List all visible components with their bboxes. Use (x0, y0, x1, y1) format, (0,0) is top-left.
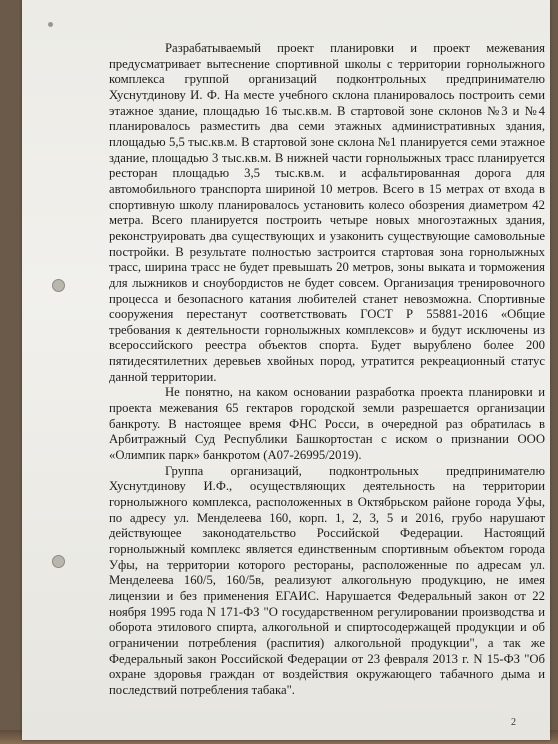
document-body (109, 41, 545, 699)
page-speck (48, 22, 53, 27)
punch-hole-top (52, 279, 65, 292)
page-number: 2 (511, 717, 516, 728)
paragraph-project-description: Разрабатываемый проект планировки и проект межевания предусматривает вытеснение спортивной школы с территории горнолыжного комплекса группой организаций подконтрольных предпринимателю Хуснутдинову И. Ф. На месте учебного склона планировалось построить семи этажное здание, площадью 16 тыс.кв.м. В стартовой зоне склонов №3 и №4 планировалось разместить два семи этажных административных здания, площадью 5,5 тыс.кв.м. В стартовой зоне склона №1 планируется семи этажное здание, площадью 3 тыс.кв.м. В нижней части горнолыжных трасс планируется ресторан площадью 3,5 тыс.кв.м. и асфальтированная дорога для автомобильного транспорта шириной 10 метров. Всего в 15 метрах от входа в спортивную школу планировалось установить колесо обозрения диаметром 42 метра. Всего планируется построить четыре новых многоэтажных здания, реконструировать два существующих и узаконить существующие самовольные постройки. В результате полностью застроится стартовая зона горнолыжных трасс, ширина трасс не будет превышать 20 метров, зоны выката и торможения для лыжников и сноубордистов не будет совсем. Организация тренировочного процесса и безопасного катания любителей станет невозможна. Спортивные сооружения перестанут соответствовать ГОСТ Р 55881-2016 «Общие требования к деятельности горнолыжных комплексов» и будут исключены из всероссийского реестра объектов спорта. Будет вырублено более 200 пятидесятилетних деревьев хвойных пород, утратится рекреационный статус данной территории. (109, 41, 545, 384)
paragraph-bankruptcy: Не понятно, на каком основании разработка проекта планировки и проекта межевания 65 гектаров городской земли разрешается организации банкроту. В настоящее время ФНС Росси, в очередной раз обратилась в Арбитражный Суд Республики Башкортостан с иском о признании ООО «Олимпик парк» банкротом (А07-26995/2019). (109, 385, 545, 463)
document-page (22, 0, 550, 740)
punch-hole-bottom (52, 555, 65, 568)
paragraph-violations: Группа организаций, подконтрольных предпринимателю Хуснутдинову И.Ф., осуществляющих деятельность на территории горнолыжного комплекса, расположенных в Октябрьском районе города Уфы, по адресу ул. Менделеева 160, корп. 1, 2, 3, 5 и 2016, грубо нарушают действующее законодательство Российской Федерации. Настоящий горнолыжный комплекс является единственным спортивным объектом города Уфы, на территории которого рестораны, расположенные по адресам ул. Менделеева 160/5, 160/5в, реализуют алкогольную продукцию, не имея лицензии и без применения ЕГАИС. Нарушается Федеральный закон от 22 ноября 1995 года N 171-ФЗ "О государственном регулировании производства и оборота этилового спирта, алкогольной и спиртосодержащей продукции и об ограничении потребления (распития) алкогольной продукции", а так же Федеральный закон Российской Федерации от 23 февраля 2013 г. N 15-ФЗ "Об охране здоровья граждан от воздействия окружающего табачного дыма и последствий потребления табака". (109, 463, 545, 697)
